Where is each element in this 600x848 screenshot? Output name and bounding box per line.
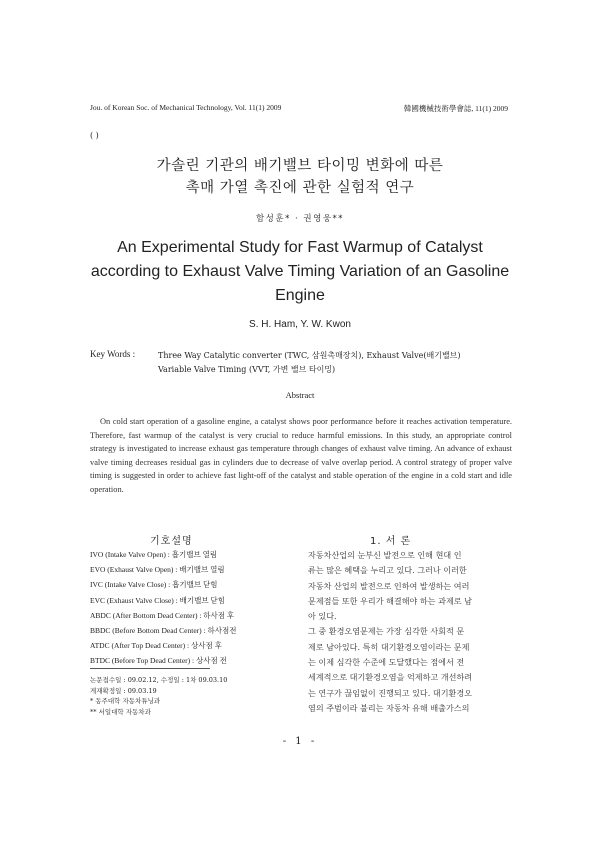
symbol-item: EVO (Exhaust Valve Open) : 배기밸브 열림 xyxy=(90,565,225,575)
english-authors: S. H. Ham, Y. W. Kwon xyxy=(249,319,351,330)
intro-line: 문제점들 또한 우리가 해결해야 하는 과제로 남 xyxy=(308,595,472,606)
footnote: 게재확정일 : 09.03.19 xyxy=(90,686,157,695)
korean-authors: 함성훈* · 권영웅** xyxy=(255,214,345,224)
page-number: - 1 - xyxy=(282,736,318,747)
korean-title-line: 촉매 가열 촉진에 관한 실험적 연구 xyxy=(185,180,415,196)
keywords-line: Three Way Catalytic converter (TWC, 삼원촉매장치), Exhaust Valve(배기밸브) xyxy=(158,351,461,360)
intro-line: 는 연구가 끊임없이 진행되고 있다. 대기환경오 xyxy=(308,687,472,698)
keywords-line: Variable Valve Timing (VVT, 가변 밸브 타이밍) xyxy=(158,365,336,374)
english-title xyxy=(0,236,600,308)
intro-line: 그 중 환경오염문제는 가장 심각한 사회적 문 xyxy=(308,626,465,637)
english-title-line: An Experimental Study for Fast Warmup of Catalyst xyxy=(117,239,483,256)
intro-line: 는 이제 심각한 수준에 도달했다는 점에서 전 xyxy=(308,657,465,668)
intro-line: 자동차산업의 눈부신 발전으로 인해 현대 인 xyxy=(308,550,462,560)
abstract-title: Abstract xyxy=(285,390,315,400)
journal-header-en: Jou. of Korean Soc. of Mechanical Technology, Vol. 11(1) 2009 xyxy=(90,103,282,112)
abstract-body: On cold start operation of a gasoline engine, a catalyst shows poor performance before it reaches activation temperature. Therefore, fast warmup of the catalyst is very crucial to reduce harmful emissions. In this study, an appropriate control strategy is investigated to increase exhaust gas temperature through changes of exhaust valve timing. An advance of exhaust valve timing decreases residual gas in cylinders due to decrease of valve overlap period. A control strategy of proper valve timing is suggested in order to achieve fast light-off of the catalyst and stable operation of the engine in a cold start and idle operation. xyxy=(90,417,512,494)
paren-mark: ( ) xyxy=(90,131,99,140)
keywords-label: Key Words : xyxy=(90,349,136,359)
footnote-divider xyxy=(90,668,210,669)
footnote: * 동주대학 자동차튜닝과 xyxy=(90,697,161,705)
footnote: 논문접수일 : 09.02.12, 수정일 : 1차 09.03.10 xyxy=(90,676,228,684)
symbol-item: IVC (Intake Valve Close) : 흡기밸브 닫힘 xyxy=(90,580,218,590)
section-title-introduction: 1. 서 론 xyxy=(370,536,412,547)
symbols-title: 기호설명 xyxy=(150,536,193,547)
english-title-line: according to Exhaust Valve Timing Variation of an Gasoline xyxy=(90,263,510,280)
symbol-item: IVO (Intake Valve Open) : 흡기밸브 열림 xyxy=(90,550,218,559)
symbol-item: BBDC (Before Bottom Dead Center) : 하사점전 xyxy=(90,626,237,636)
symbol-item: BTDC (Before Top Dead Center) : 상사점 전 xyxy=(90,656,227,666)
intro-line: 자동차 산업의 발전으로 인하여 발생하는 여러 xyxy=(308,580,470,591)
intro-line: 염의 주범이라 불리는 자동차 유해 배출가스의 xyxy=(308,702,470,713)
footnote: ** 서일대학 자동차과 xyxy=(90,707,151,716)
footnotes xyxy=(90,675,227,717)
korean-title-line: 가솔린 기관의 배기밸브 타이밍 변화에 따른 xyxy=(156,158,444,174)
intro-line: 제로 남아있다. 특히 대기환경오염이라는 문제 xyxy=(308,641,470,652)
symbol-item: ABDC (After Bottom Dead Center) : 하사점 후 xyxy=(90,610,235,620)
symbol-item: EVC (Exhaust Valve Close) : 배기밸브 닫힘 xyxy=(90,595,225,605)
symbol-item: ATDC (After Top Dead Center) : 상사점 후 xyxy=(90,641,222,651)
intro-line: 세계적으로 대기환경오염을 억제하고 개선하려 xyxy=(308,672,473,683)
intro-line: 류는 많은 혜택을 누리고 있다. 그러나 이러한 xyxy=(308,565,467,576)
intro-line: 아 있다. xyxy=(308,611,337,622)
korean-title xyxy=(0,155,600,199)
journal-header-ko: 韓國機械技術學會誌, 11(1) 2009 xyxy=(403,104,508,113)
introduction-body xyxy=(308,548,513,716)
symbols-list xyxy=(90,547,236,669)
english-title-line: Engine xyxy=(275,287,325,304)
